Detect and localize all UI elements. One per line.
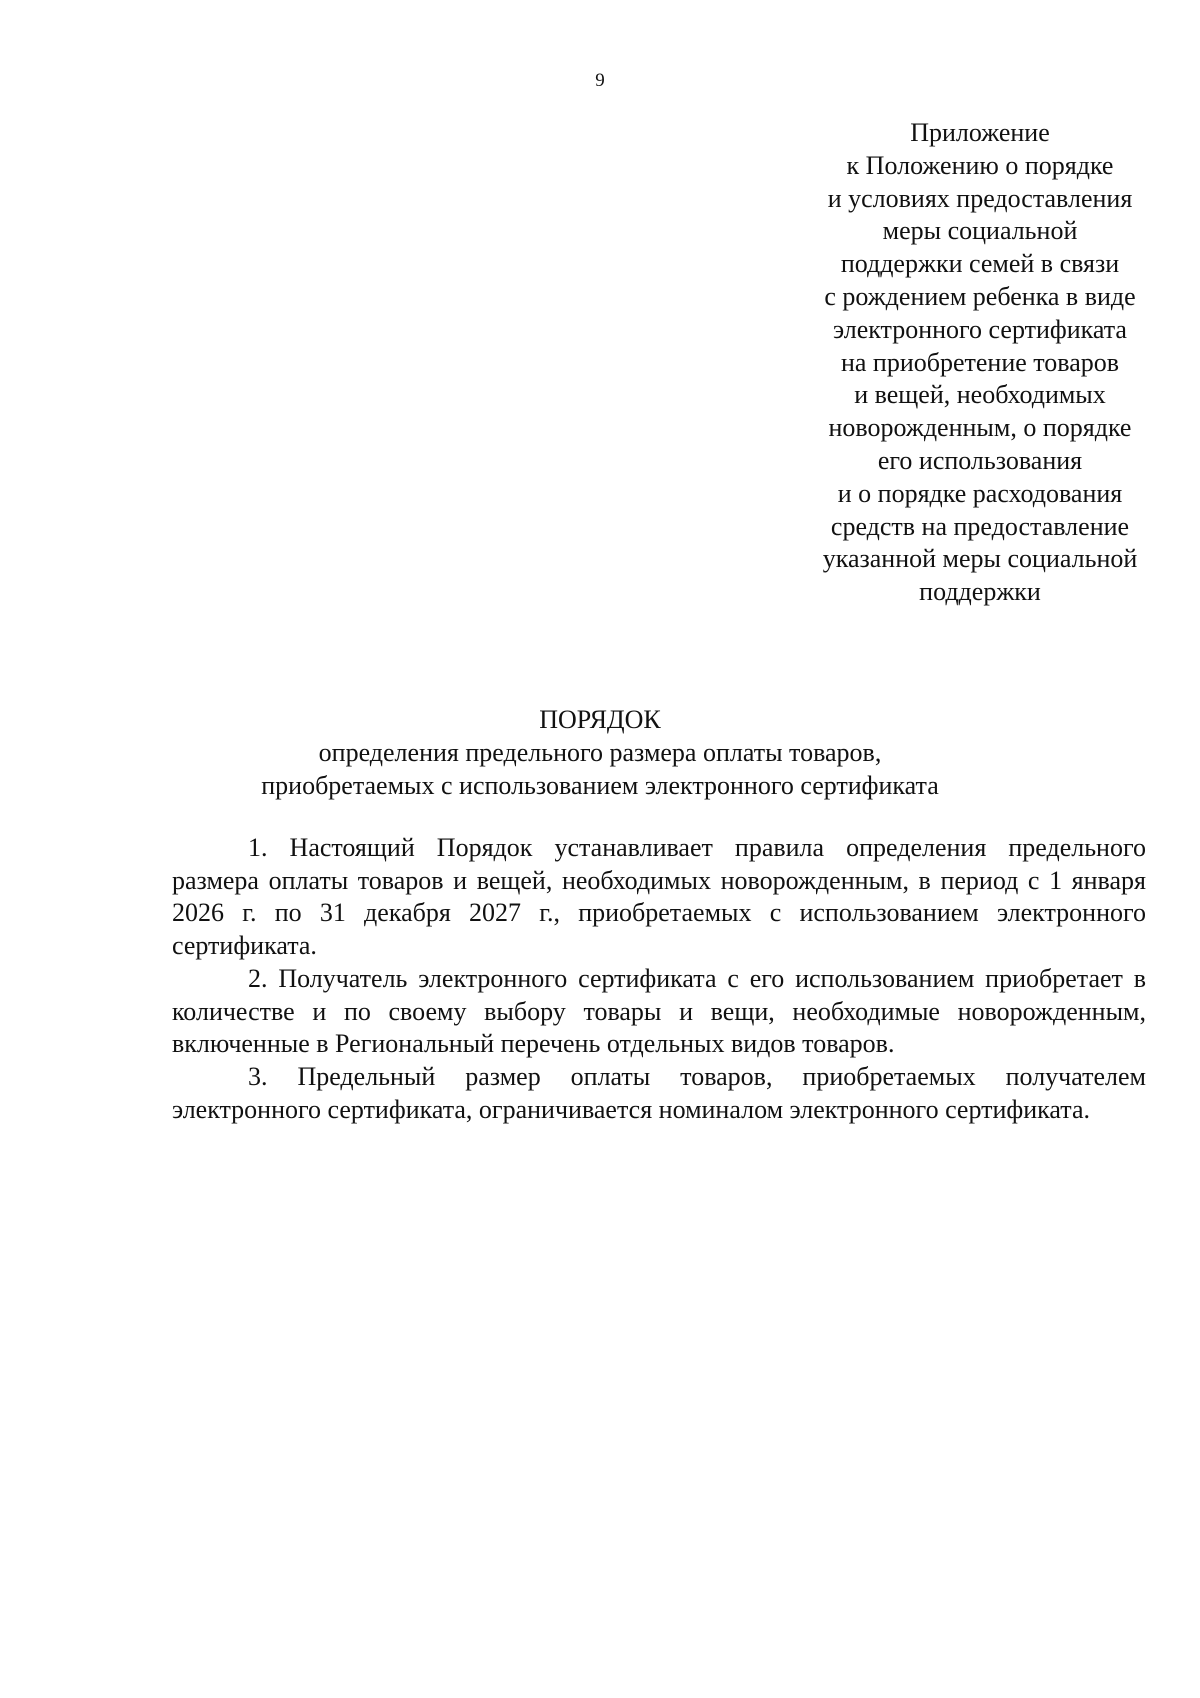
appendix-line: к Положению о порядке: [846, 150, 1114, 180]
appendix-line: и вещей, необходимых: [854, 380, 1106, 410]
page-number: 9: [595, 70, 605, 91]
document-title: [0, 703, 1200, 802]
appendix-line: новорожденным, о порядке: [828, 413, 1132, 443]
appendix-line: электронного сертификата: [833, 314, 1127, 344]
appendix-line: средств на предоставление: [830, 511, 1130, 541]
appendix-line: меры социальной: [882, 216, 1078, 246]
appendix-line: на приобретение товаров: [840, 347, 1120, 377]
appendix-line: и условиях предоставления: [827, 183, 1133, 213]
appendix-line: поддержки семей в связи: [840, 249, 1120, 279]
title-subtitle-line-1: определения предельного размера оплаты товаров,: [318, 738, 882, 767]
paragraph-3: 3. Предельный размер оплаты товаров, приобретаемых получателем электронного сертификата, ограничивается номиналом электронного сертификата.: [172, 1061, 1146, 1124]
appendix-line: с рождением ребенка в виде: [824, 281, 1136, 311]
document-body: [172, 832, 1146, 1126]
title-subtitle-line-2: приобретаемых с использованием электронного сертификата: [261, 771, 939, 800]
appendix-line: его использования: [877, 445, 1083, 475]
paragraph-1: 1. Настоящий Порядок устанавливает правила определения предельного размера оплаты товаров и вещей, необходимых новорожденным, в период с 1 января 2026 г. по 31 декабря 2027 г., приобретаемых с использованием электронного сертификата.: [172, 833, 1146, 961]
appendix-line: Приложение: [910, 118, 1050, 147]
appendix-line: поддержки: [919, 577, 1041, 607]
appendix-line: и о порядке расходования: [837, 478, 1123, 508]
title-heading: ПОРЯДОК: [539, 705, 661, 734]
appendix-line: указанной меры социальной: [822, 544, 1138, 574]
appendix-header: [790, 117, 1170, 609]
paragraph-2: 2. Получатель электронного сертификата с его использованием приобретает в количестве и по своему выбору товары и вещи, необходимые новорожденным, включенные в Региональный перечень отдельных видов товаров.: [172, 963, 1146, 1059]
